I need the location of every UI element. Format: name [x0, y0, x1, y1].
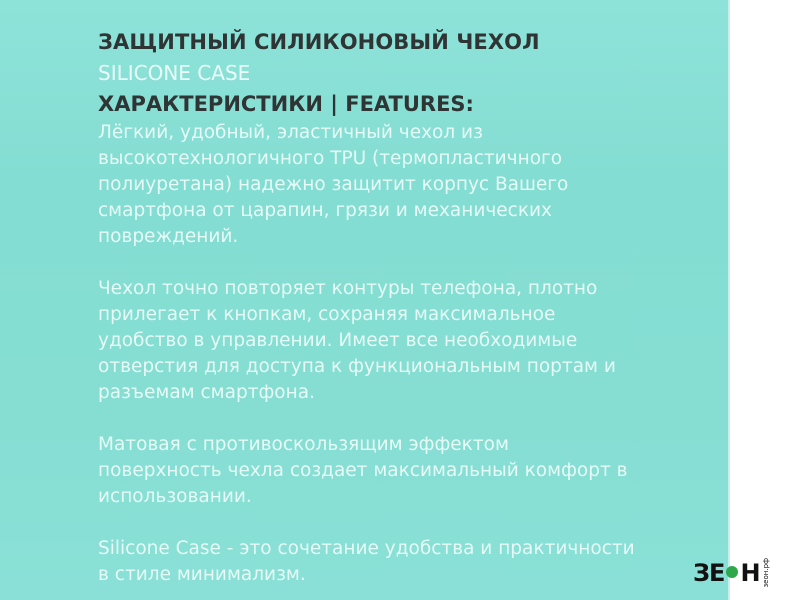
paragraph-line: в стиле минимализм. — [98, 564, 306, 585]
paragraph-line: Чехол точно повторяет контуры телефона, плотно — [98, 278, 598, 299]
paragraph-line: Silicone Case - это сочетание удобства и практичности — [98, 538, 635, 559]
paragraph-line: отверстия для доступа к функциональным портам и — [98, 356, 616, 377]
paragraph-line: поверхность чехла создает максимальный комфорт в — [98, 460, 628, 481]
packaging-text-block — [98, 28, 723, 588]
paragraph-line: высокотехнологичного TPU (термопластичного — [98, 148, 563, 169]
paragraph-line: Матовая с противоскользящим эффектом — [98, 434, 509, 455]
paragraph-4 — [98, 536, 723, 588]
brand-letters-right: Н — [740, 559, 760, 587]
paragraph-line: повреждений. — [98, 226, 239, 247]
paragraph-line: удобство в управлении. Имеет все необходимые — [98, 330, 578, 351]
paragraph-line: использовании. — [98, 486, 252, 507]
paragraph-1 — [98, 120, 723, 250]
title-russian: ЗАЩИТНЫЙ СИЛИКОНОВЫЙ ЧЕХОЛ — [98, 30, 540, 54]
paragraph-line: смартфона от царапин, грязи и механических — [98, 200, 552, 221]
brand-dot-icon — [726, 566, 738, 578]
brand-letters-left: ЗЕ — [693, 559, 725, 587]
paragraph-2 — [98, 276, 723, 406]
features-heading: ХАРАКТЕРИСТИКИ | FEATURES: — [98, 92, 474, 116]
title-english: SILICONE CASE — [98, 61, 251, 85]
paragraph-line: разъемам смартфона. — [98, 382, 315, 403]
brand-watermark-logo — [693, 560, 770, 586]
paragraph-line: Лёгкий, удобный, эластичный чехол из — [98, 122, 483, 143]
paragraph-line: прилегает к кнопкам, сохраняя максимальное — [98, 304, 556, 325]
paragraph-3 — [98, 432, 723, 510]
brand-domain: зеон.рф — [761, 558, 770, 588]
paragraph-line: полиуретана) надежно защитит корпус Вашего — [98, 174, 569, 195]
packaging-edge — [728, 0, 730, 600]
